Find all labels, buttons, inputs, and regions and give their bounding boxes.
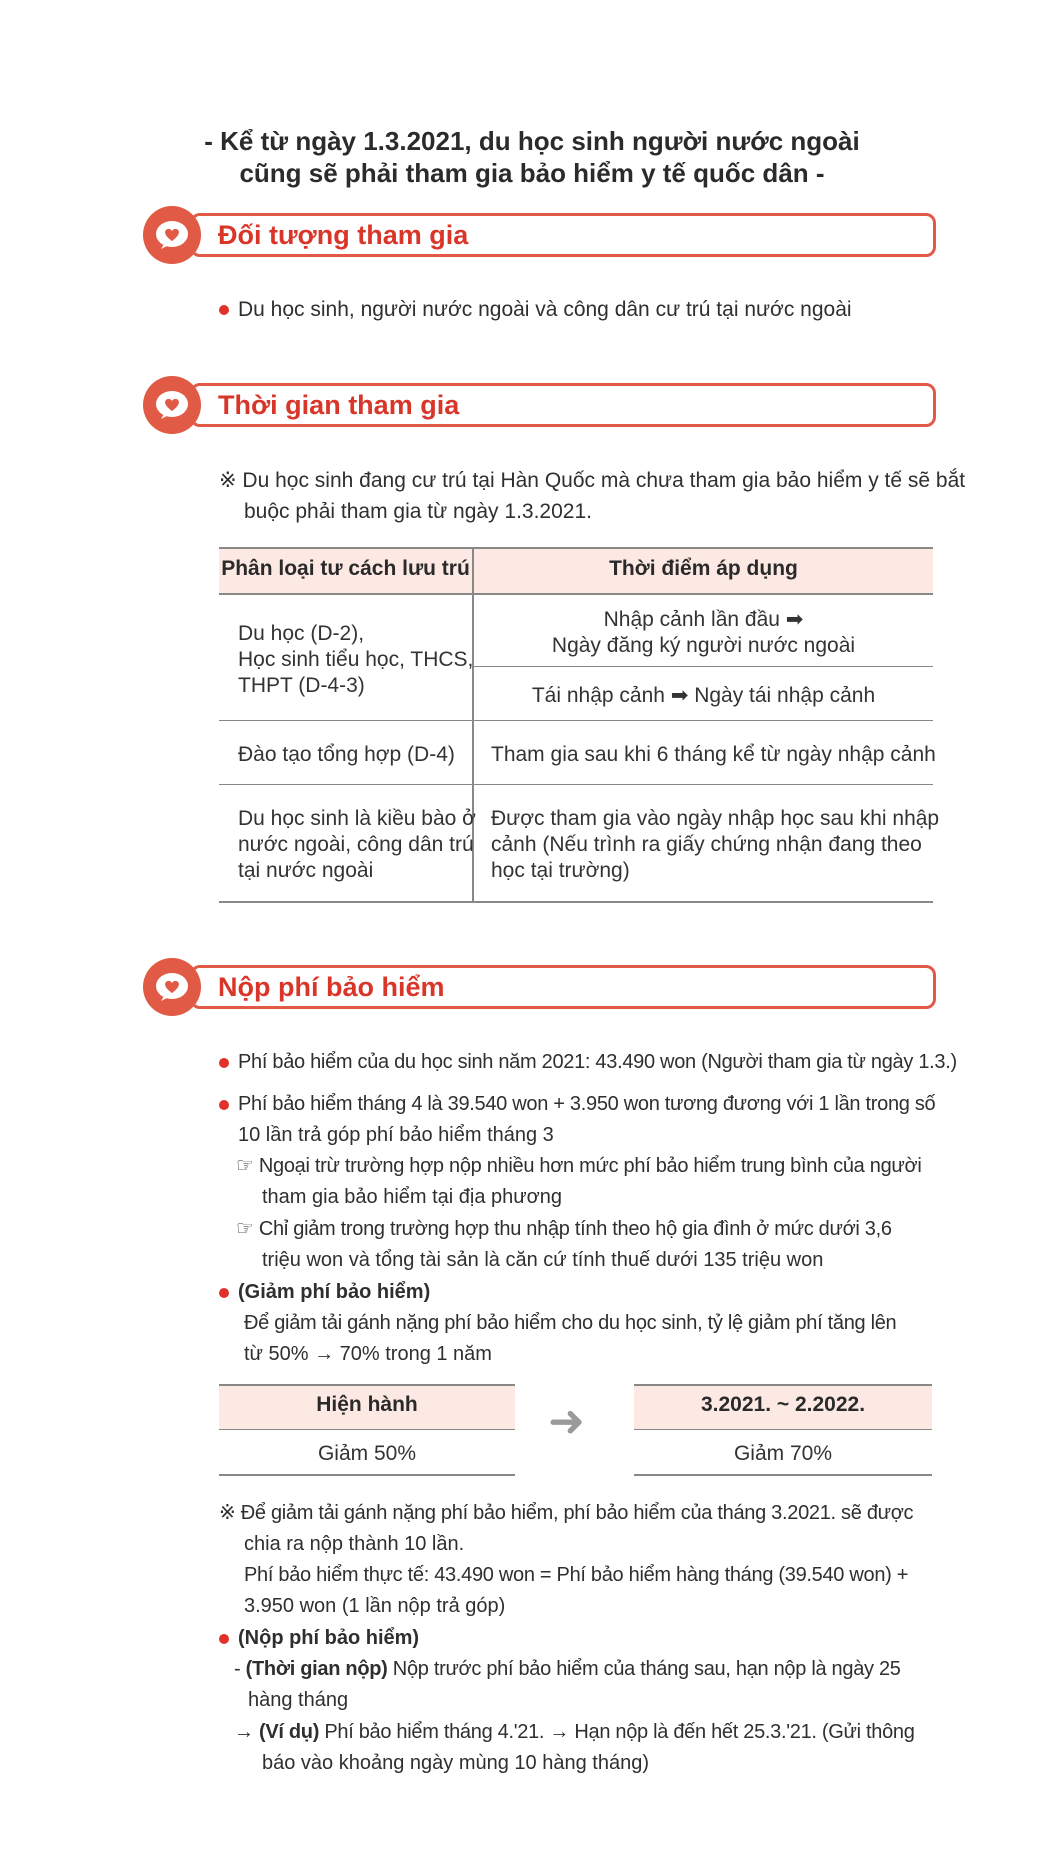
table-row-divider [219, 784, 933, 785]
nop-phi-note-l2: chia ra nộp thành 10 lần. [244, 1533, 465, 1555]
table-cell: Nhập cảnh lần đầu ➡ [603, 608, 804, 631]
table-header-rule [219, 593, 933, 595]
table-cell: Du học sinh là kiều bào ở [238, 807, 476, 830]
label-thoi-gian-nop: (Thời gian nộp) [245, 1658, 388, 1680]
table-cell: Được tham gia vào ngày nhập học sau khi nhập [491, 807, 940, 830]
table-cell: Du học (D-2), [238, 622, 365, 645]
bullet-dot [219, 1058, 229, 1068]
table-top-rule [219, 547, 933, 549]
page-title-line2: cũng sẽ phải tham gia bảo hiểm y tế quốc dân - [239, 158, 825, 188]
compare-left-mid-rule [219, 1429, 515, 1430]
nop-phi-b1: Phí bảo hiểm của du học sinh năm 2021: 43.490 won (Người tham gia từ ngày 1.3.) [238, 1051, 957, 1073]
table-row-divider [473, 666, 933, 667]
table-cell: học tại trường) [491, 859, 630, 882]
section-title-nop-phi: Nộp phí bảo hiểm [218, 972, 445, 1002]
table-cell: tại nước ngoài [238, 859, 374, 882]
compare-right-value: Giảm 70% [733, 1442, 833, 1465]
nop-phi-b3-l1: Để giảm tải gánh nặng phí bảo hiểm cho du học sinh, tỷ lệ giảm phí tăng lên [244, 1312, 897, 1334]
dash-prefix: - [234, 1658, 246, 1680]
nop-phi-b4-d2-l2: báo vào khoảng ngày mùng 10 hàng tháng) [262, 1752, 649, 1774]
d2-text: Phí bảo hiểm tháng 4.'21. → Hạn nộp là đến hết 25.3.'21. (Gửi thông [319, 1721, 915, 1743]
nop-phi-b4-d1-l2: hàng tháng [248, 1689, 349, 1711]
table-cell: THPT (D-4-3) [238, 674, 365, 697]
bullet-dot [219, 1288, 229, 1298]
thoi-gian-note-line2: buộc phải tham gia từ ngày 1.3.2021. [244, 500, 592, 523]
nop-phi-b4-title: (Nộp phí bảo hiểm) [238, 1627, 420, 1649]
compare-right-header: 3.2021. ~ 2.2022. [700, 1393, 866, 1416]
compare-right-top-rule [634, 1384, 932, 1386]
table-cell: cảnh (Nếu trình ra giấy chứng nhận đang theo [491, 833, 922, 856]
nop-phi-note-l4: 3.950 won (1 lần nộp trả góp) [244, 1595, 506, 1617]
table-cell: Học sinh tiểu học, THCS, [238, 648, 474, 671]
nop-phi-sub2-l2: triệu won và tổng tài sản là căn cứ tính thuế dưới 135 triệu won [262, 1249, 824, 1271]
thoi-gian-note-line1: ※ Du học sinh đang cư trú tại Hàn Quốc mà chưa tham gia bảo hiểm y tế sẽ bắt [219, 469, 966, 492]
table-cell: Ngày đăng ký người nước ngoài [551, 634, 856, 657]
bullet-dot [219, 305, 229, 315]
table-cell: Tham gia sau khi 6 tháng kể từ ngày nhập cảnh [491, 743, 936, 766]
label-vi-du: (Ví dụ) [258, 1721, 320, 1743]
bullet-dot [219, 1634, 229, 1644]
page-title-line1: - Kể từ ngày 1.3.2021, du học sinh người nước ngoài [204, 126, 860, 156]
nop-phi-sub1-l2: tham gia bảo hiểm tại địa phương [262, 1186, 563, 1208]
compare-right-bottom-rule [634, 1474, 932, 1476]
nop-phi-b2-l1: Phí bảo hiểm tháng 4 là 39.540 won + 3.950 won tương đương với 1 lần trong số [238, 1093, 936, 1115]
nop-phi-b4-d1 [234, 1654, 901, 1685]
bullet-dot [219, 1100, 229, 1110]
nop-phi-b4-d2 [234, 1717, 915, 1748]
arrow-prefix: → [234, 1721, 259, 1743]
nop-phi-note-l1: ※ Để giảm tải gánh nặng phí bảo hiểm, phí bảo hiểm của tháng 3.2021. sẽ được [219, 1502, 914, 1524]
compare-left-value: Giảm 50% [317, 1442, 417, 1465]
table-col2-header: Thời điểm áp dụng [609, 557, 798, 580]
table-col1-header: Phân loại tư cách lưu trú [221, 557, 470, 580]
nop-phi-note-l3: Phí bảo hiểm thực tế: 43.490 won = Phí bảo hiểm hàng tháng (39.540 won) + [244, 1564, 909, 1586]
doi-tuong-text: Du học sinh, người nước ngoài và công dân cư trú tại nước ngoài [238, 298, 852, 321]
compare-left-bottom-rule [219, 1474, 515, 1476]
heart-speech-icon [143, 206, 201, 264]
nop-phi-b3-l2: từ 50% → 70% trong 1 năm [244, 1343, 492, 1365]
section-title-doi-tuong: Đối tượng tham gia [218, 220, 469, 250]
nop-phi-sub2-l1: ☞ Chỉ giảm trong trường hợp thu nhập tính theo hộ gia đình ở mức dưới 3,6 [236, 1218, 892, 1240]
nop-phi-sub1-l1: ☞ Ngoại trừ trường hợp nộp nhiều hơn mức phí bảo hiểm trung bình của người [236, 1155, 922, 1177]
compare-left-header: Hiện hành [316, 1393, 418, 1416]
heart-speech-icon [143, 376, 201, 434]
compare-left-top-rule [219, 1384, 515, 1386]
section-title-thoi-gian: Thời gian tham gia [218, 390, 460, 420]
arrow-right-icon: ➜ [548, 1397, 585, 1446]
table-cell: Đào tạo tổng hợp (D-4) [238, 743, 455, 766]
d1-text: Nộp trước phí bảo hiểm của tháng sau, hạn nộp là ngày 25 [387, 1658, 901, 1680]
nop-phi-b3-title: (Giảm phí bảo hiểm) [238, 1281, 431, 1303]
table-cell: nước ngoài, công dân trú [238, 833, 474, 856]
table-row-divider [219, 720, 933, 721]
table-cell: Tái nhập cảnh ➡ Ngày tái nhập cảnh [531, 684, 876, 707]
heart-speech-icon [143, 958, 201, 1016]
compare-right-mid-rule [634, 1429, 932, 1430]
nop-phi-b2-l2: 10 lần trả góp phí bảo hiểm tháng 3 [238, 1124, 554, 1146]
table-bottom-rule [219, 901, 933, 903]
